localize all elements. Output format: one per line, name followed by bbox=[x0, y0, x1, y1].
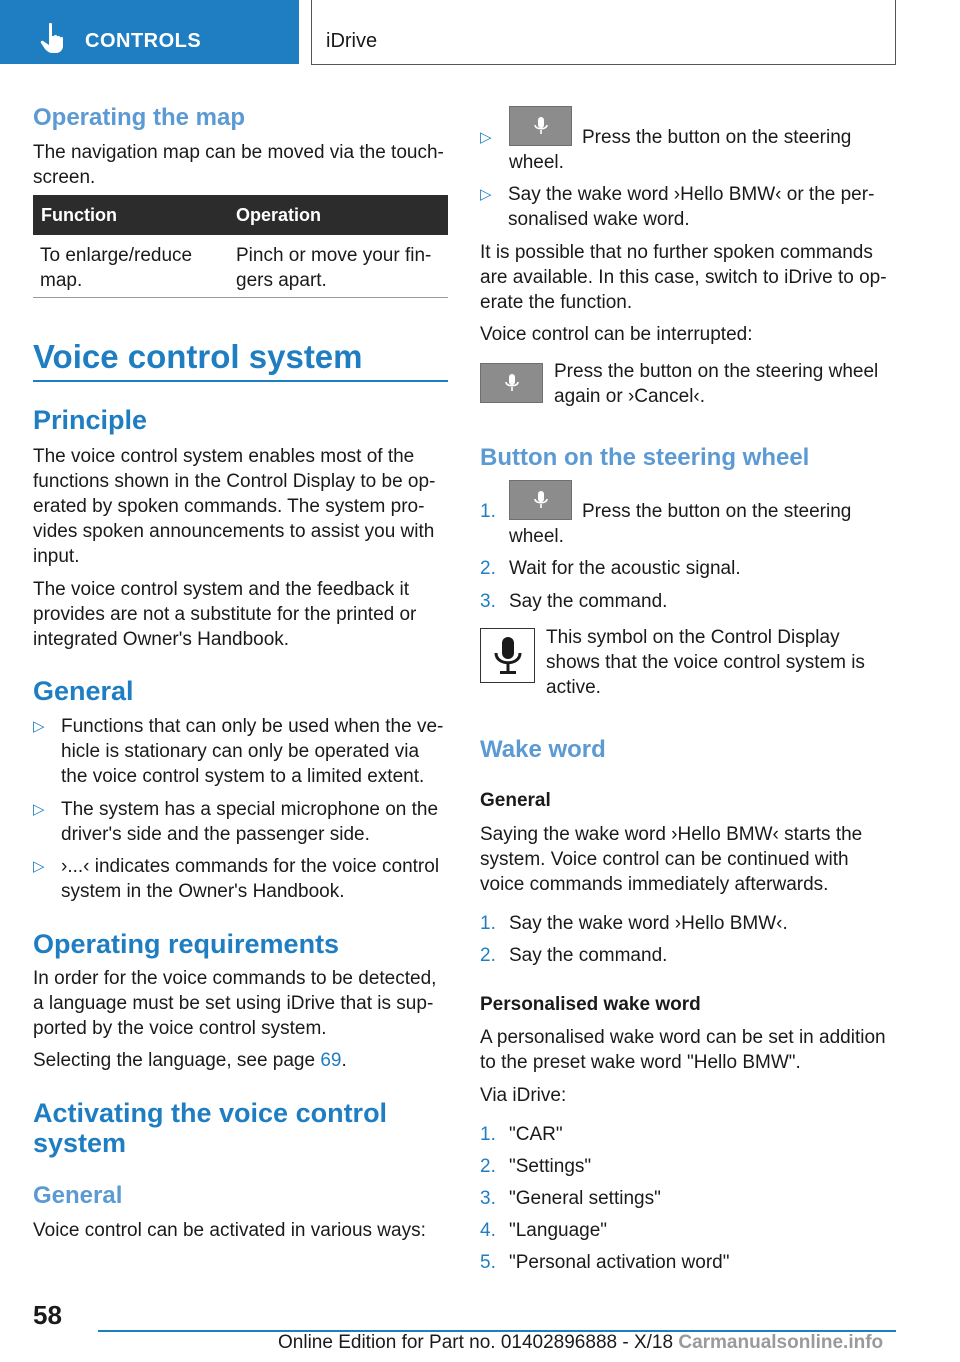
bullet-line: system in the Owner's Handbook. bbox=[61, 881, 345, 902]
table-cell-function-2: map. bbox=[40, 270, 83, 291]
principle-line-3: erated by spoken commands. The system pro- bbox=[33, 496, 425, 517]
microphone-icon bbox=[493, 636, 523, 676]
section-tab bbox=[0, 0, 299, 64]
section-label: CONTROLS bbox=[85, 30, 202, 52]
list-item bbox=[480, 1154, 890, 1179]
bullet-icon: ▷ bbox=[480, 186, 492, 203]
requirements-line-3: ported by the voice control system. bbox=[33, 1018, 327, 1039]
via-idrive-text: Via iDrive: bbox=[480, 1085, 567, 1106]
bullet-line: ›...‹ indicates commands for the voice control bbox=[61, 856, 440, 877]
chapter-box bbox=[311, 0, 896, 65]
step-text: Say the command. bbox=[509, 945, 668, 966]
step-number: 3. bbox=[480, 591, 496, 612]
personal-line-1: A personalised wake word can be set in addition bbox=[480, 1027, 886, 1048]
language-reference bbox=[33, 1048, 347, 1073]
bullet-line: Functions that can only be used when the ve- bbox=[61, 716, 444, 737]
step-text: "CAR" bbox=[509, 1124, 563, 1145]
list-item bbox=[480, 943, 890, 968]
bullet-line: hicle is stationary can only be operated via bbox=[61, 741, 420, 762]
map-table bbox=[33, 195, 448, 298]
footer-edition bbox=[278, 1332, 883, 1354]
step-text: "Language" bbox=[509, 1220, 608, 1241]
step-number: 2. bbox=[480, 1156, 496, 1177]
table-header bbox=[33, 195, 448, 235]
step-number: 4. bbox=[480, 1220, 496, 1241]
step-text: Wait for the acoustic signal. bbox=[509, 558, 741, 579]
steering-button-image bbox=[480, 363, 543, 403]
step-number: 2. bbox=[480, 945, 496, 966]
step-text: "General settings" bbox=[509, 1188, 661, 1209]
bullet-line: Say the wake word ›Hello BMW‹ or the per- bbox=[508, 184, 875, 205]
microphone-icon bbox=[534, 116, 548, 136]
wake-general-line-2: system. Voice control can be continued with bbox=[480, 849, 849, 870]
symbol-line-2: shows that the voice control system is bbox=[546, 652, 865, 673]
step-number: 2. bbox=[480, 558, 496, 579]
table-header-function: Function bbox=[41, 205, 117, 225]
list-item bbox=[480, 1218, 890, 1243]
bullet-line: the voice control system to a limited extent. bbox=[61, 766, 425, 787]
activation-bullet-1-line-2: wheel. bbox=[509, 152, 564, 173]
step-number: 5. bbox=[480, 1252, 496, 1273]
microphone-icon bbox=[534, 490, 548, 510]
no-commands-line-2: are available. In this case, switch to iDrive to op- bbox=[480, 267, 887, 288]
interrupt-line-1: Press the button on the steering wheel bbox=[554, 361, 879, 382]
general-heading: General bbox=[33, 676, 134, 706]
bullet-icon: ▷ bbox=[480, 129, 492, 146]
principle-heading: Principle bbox=[33, 405, 148, 435]
button-step-1-line-2: wheel. bbox=[509, 526, 564, 547]
personal-heading: Personalised wake word bbox=[480, 994, 701, 1015]
principle-line-5: input. bbox=[33, 546, 80, 567]
activation-bullet-1-line-1: Press the button on the steering bbox=[582, 127, 852, 148]
step-text: Say the command. bbox=[509, 591, 668, 612]
step-text: "Settings" bbox=[509, 1156, 592, 1177]
principle-line-1: The voice control system enables most of the bbox=[33, 446, 415, 467]
heading-rule bbox=[33, 380, 448, 382]
activating-heading-line-1: Activating the voice control bbox=[33, 1098, 388, 1128]
interrupt-line-2: again or ›Cancel‹. bbox=[554, 386, 706, 407]
list-item bbox=[480, 556, 890, 581]
activation-general-heading: General bbox=[33, 1182, 123, 1209]
microphone-icon bbox=[505, 373, 519, 393]
map-text-1: The navigation map can be moved via the touch- bbox=[33, 142, 444, 163]
symbol-line-1: This symbol on the Control Display bbox=[546, 627, 840, 648]
button-heading: Button on the steering wheel bbox=[480, 444, 810, 471]
list-item bbox=[480, 182, 890, 232]
map-text-2: screen. bbox=[33, 167, 96, 188]
voice-active-symbol bbox=[480, 628, 535, 683]
wake-general-line-3: voice commands immediately afterwards. bbox=[480, 874, 829, 895]
list-item bbox=[33, 714, 448, 789]
list-item bbox=[33, 797, 448, 847]
step-text: "Personal activation word" bbox=[509, 1252, 730, 1273]
no-commands-line-3: erate the function. bbox=[480, 292, 633, 313]
list-item bbox=[480, 1122, 890, 1147]
table-cell-operation-2: gers apart. bbox=[236, 270, 327, 291]
principle-line-7: provides are not a substitute for the printed or bbox=[33, 604, 417, 625]
principle-line-6: The voice control system and the feedback it bbox=[33, 579, 409, 600]
table-row bbox=[33, 235, 448, 298]
step-number: 1. bbox=[480, 913, 496, 934]
bullet-line: sonalised wake word. bbox=[508, 209, 690, 230]
list-item bbox=[480, 911, 890, 936]
personal-line-2: to the preset wake word "Hello BMW". bbox=[480, 1052, 801, 1073]
bullet-line: driver's side and the passenger side. bbox=[61, 824, 370, 845]
page-number: 58 bbox=[33, 1300, 62, 1330]
principle-line-4: vides spoken announcements to assist you with bbox=[33, 521, 435, 542]
list-item bbox=[480, 1250, 890, 1275]
table-cell-function-1: To enlarge/reduce bbox=[40, 245, 193, 266]
reference-suffix: . bbox=[341, 1050, 347, 1071]
principle-line-8: integrated Owner's Handbook. bbox=[33, 629, 290, 650]
requirements-line-1: In order for the voice commands to be detected, bbox=[33, 968, 437, 989]
reference-text: Selecting the language, see page bbox=[33, 1050, 321, 1071]
list-item bbox=[33, 854, 448, 904]
wake-word-heading: Wake word bbox=[480, 736, 606, 763]
activation-general-text: Voice control can be activated in various ways: bbox=[33, 1220, 426, 1241]
requirements-heading: Operating requirements bbox=[33, 929, 340, 959]
list-item bbox=[480, 1186, 890, 1211]
edition-text: Online Edition for Part no. 01402896888 - X/18 bbox=[278, 1332, 674, 1353]
step-number: 1. bbox=[480, 501, 496, 522]
interrupt-text: Voice control can be interrupted: bbox=[480, 324, 753, 345]
step-number: 3. bbox=[480, 1188, 496, 1209]
bullet-icon: ▷ bbox=[33, 801, 45, 818]
steering-button-image bbox=[509, 480, 572, 520]
table-cell-operation-1: Pinch or move your fin- bbox=[236, 245, 432, 266]
bullet-line: The system has a special microphone on the bbox=[61, 799, 439, 820]
chapter-label: iDrive bbox=[326, 30, 378, 52]
step-number: 1. bbox=[480, 1124, 496, 1145]
no-commands-line-1: It is possible that no further spoken commands bbox=[480, 242, 873, 263]
button-step-1-line-1: Press the button on the steering bbox=[582, 501, 852, 522]
activating-heading-line-2: system bbox=[33, 1128, 127, 1158]
wake-general-line-1: Saying the wake word ›Hello BMW‹ starts the bbox=[480, 824, 863, 845]
steering-button-image bbox=[509, 106, 572, 146]
bullet-icon: ▷ bbox=[33, 718, 45, 735]
watermark: Carmanualsonline.info bbox=[678, 1332, 884, 1353]
table-header-operation: Operation bbox=[236, 205, 322, 225]
page-link[interactable]: 69 bbox=[320, 1050, 342, 1071]
list-item bbox=[480, 589, 890, 614]
hand-touch-icon bbox=[40, 22, 68, 54]
bullet-icon: ▷ bbox=[33, 858, 45, 875]
step-text: Say the wake word ›Hello BMW‹. bbox=[509, 913, 788, 934]
vcs-heading: Voice control system bbox=[33, 338, 363, 375]
principle-line-2: functions shown in the Control Display to be op- bbox=[33, 471, 436, 492]
symbol-line-3: active. bbox=[546, 677, 601, 698]
map-heading: Operating the map bbox=[33, 104, 246, 131]
requirements-line-2: a language must be set using iDrive that is sup- bbox=[33, 993, 434, 1014]
wake-general-heading: General bbox=[480, 790, 551, 811]
